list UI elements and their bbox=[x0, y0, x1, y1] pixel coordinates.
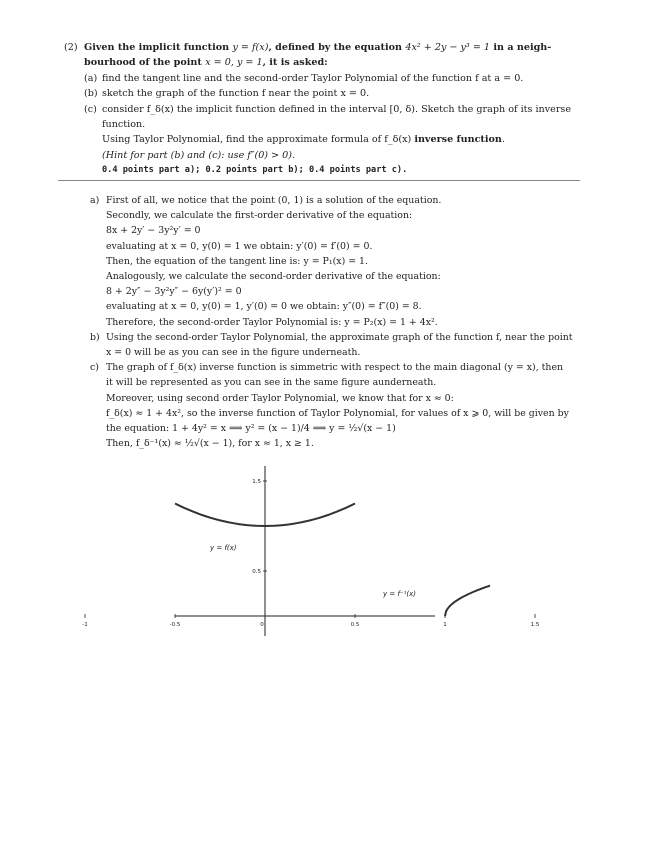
lead2-point: x = 0, y = 1 bbox=[205, 57, 263, 69]
item-text: consider f_δ(x) the implicit function defined in the interval [0, δ). Sketch the graph of its inverse bbox=[102, 103, 572, 115]
item-text: function. bbox=[102, 119, 146, 131]
problem-item-a bbox=[84, 71, 574, 86]
lead2-a: bourhood of the point bbox=[84, 57, 206, 69]
x-tick-label: 0.5 bbox=[350, 622, 360, 628]
solution-line: evaluating at x = 0, y(0) = 1 we obtain: y′(0) = f′(0) = 0. bbox=[106, 240, 373, 252]
x-tick-label: 0 bbox=[260, 622, 264, 628]
item-label: (c) bbox=[84, 103, 97, 115]
problem-number: (2) bbox=[64, 42, 78, 53]
lead-tail: in a neigh- bbox=[490, 42, 552, 53]
solution bbox=[90, 193, 574, 451]
problem-hint: (Hint for part (b) and (c): use f″(0) > 0). bbox=[102, 149, 296, 161]
problem-item-c bbox=[84, 102, 574, 133]
x-tick-label: 1 bbox=[443, 622, 447, 628]
solution-line: the equation: 1 + 4y² = x ⟹ y² = (x − 1)/4 ⟹ y = ½√(x − 1) bbox=[106, 423, 396, 435]
item-text: find the tangent line and the second-order Taylor Polynomial of the function f at a = 0. bbox=[102, 72, 524, 84]
lead-mid: , defined by the equation bbox=[268, 42, 406, 53]
solution-equation: 8x + 2y′ − 3y²y′ = 0 bbox=[106, 225, 201, 237]
solution-line: The graph of f_δ(x) inverse function is simmetric with respect to the main diagonal (y = x), then bbox=[106, 362, 564, 374]
solution-part-b bbox=[90, 330, 574, 360]
annotation-f: y = f(x) bbox=[210, 544, 237, 552]
solution-line: Then, the equation of the tangent line is: y = P₁(x) = 1. bbox=[106, 255, 368, 267]
lead-equation: 4x² + 2y − y³ = 1 bbox=[405, 42, 491, 53]
lead-text: Given the implicit function bbox=[84, 42, 233, 53]
solution-line: First of all, we notice that the point (0, 1) is a solution of the equation. bbox=[106, 195, 442, 206]
y-tick-label: 0.5 bbox=[252, 569, 261, 575]
problem-statement bbox=[64, 40, 574, 179]
series-line-f-inverse bbox=[445, 586, 490, 616]
item-label: (a) bbox=[84, 72, 98, 84]
solution-line: Analogously, we calculate the second-order derivative of the equation: bbox=[106, 271, 441, 283]
solution-line: Therefore, the second-order Taylor Polynomial is: y = P₂(x) = 1 + 4x². bbox=[106, 316, 438, 328]
item-label: (b) bbox=[84, 88, 98, 100]
lead2-b: , it is asked: bbox=[262, 57, 328, 69]
item-text: sketch the graph of the function f near the point x = 0. bbox=[102, 88, 370, 100]
extra-b: inverse function bbox=[414, 134, 502, 146]
problem-lead bbox=[84, 40, 574, 55]
part-label: c) bbox=[90, 362, 99, 374]
solution-part-a bbox=[90, 193, 574, 330]
part-label: a) bbox=[90, 195, 100, 206]
extra-c: . bbox=[501, 134, 505, 146]
problem-points: 0.4 points part a); 0.2 points part b); 0.4 points part c). bbox=[102, 165, 408, 176]
x-tick-label: 1.5 bbox=[530, 622, 540, 628]
x-tick-label: -1 bbox=[82, 622, 88, 628]
extra-a: Using Taylor Polynomial, find the approximate formula of f_δ(x) bbox=[102, 134, 415, 146]
solution-line: Using the second-order Taylor Polynomial, the approximate graph of the function f, near the point bbox=[106, 331, 573, 343]
solution-line: Secondly, we calculate the first-order derivative of the equation: bbox=[106, 210, 413, 222]
function-graph bbox=[82, 462, 540, 638]
y-tick-label: 1.5 bbox=[252, 479, 261, 485]
annotation-f-inverse: y = f⁻¹(x) bbox=[383, 590, 417, 598]
lead-fx: y = f(x) bbox=[232, 42, 269, 53]
problem-item-b bbox=[84, 86, 574, 101]
solution-line: evaluating at x = 0, y(0) = 1, y′(0) = 0 we obtain: y″(0) = f″(0) = 8. bbox=[106, 301, 422, 313]
problem-extra bbox=[102, 132, 574, 147]
solution-part-c bbox=[90, 360, 574, 451]
solution-line: Then, f_δ⁻¹(x) ≈ ½√(x − 1), for x ≈ 1, x ≥ 1. bbox=[106, 438, 314, 450]
part-label: b) bbox=[90, 331, 100, 343]
solution-equation: 8 + 2y″ − 3y²y″ − 6y(y′)² = 0 bbox=[106, 286, 242, 298]
solution-line: Moreover, using second order Taylor Polynomial, we know that for x ≈ 0: bbox=[106, 392, 454, 404]
solution-line: f_δ(x) ≈ 1 + 4x², so the inverse function of Taylor Polynomial, for values of x ⩾ 0, will be given by bbox=[106, 407, 569, 419]
solution-line: it will be represented as you can see in the same figure aunderneath. bbox=[106, 377, 437, 389]
problem-lead-line2 bbox=[84, 55, 574, 70]
section-divider bbox=[58, 180, 580, 181]
x-tick-label: -0.5 bbox=[169, 622, 181, 628]
solution-line: x = 0 will be as you can see in the figure underneath. bbox=[106, 347, 361, 359]
